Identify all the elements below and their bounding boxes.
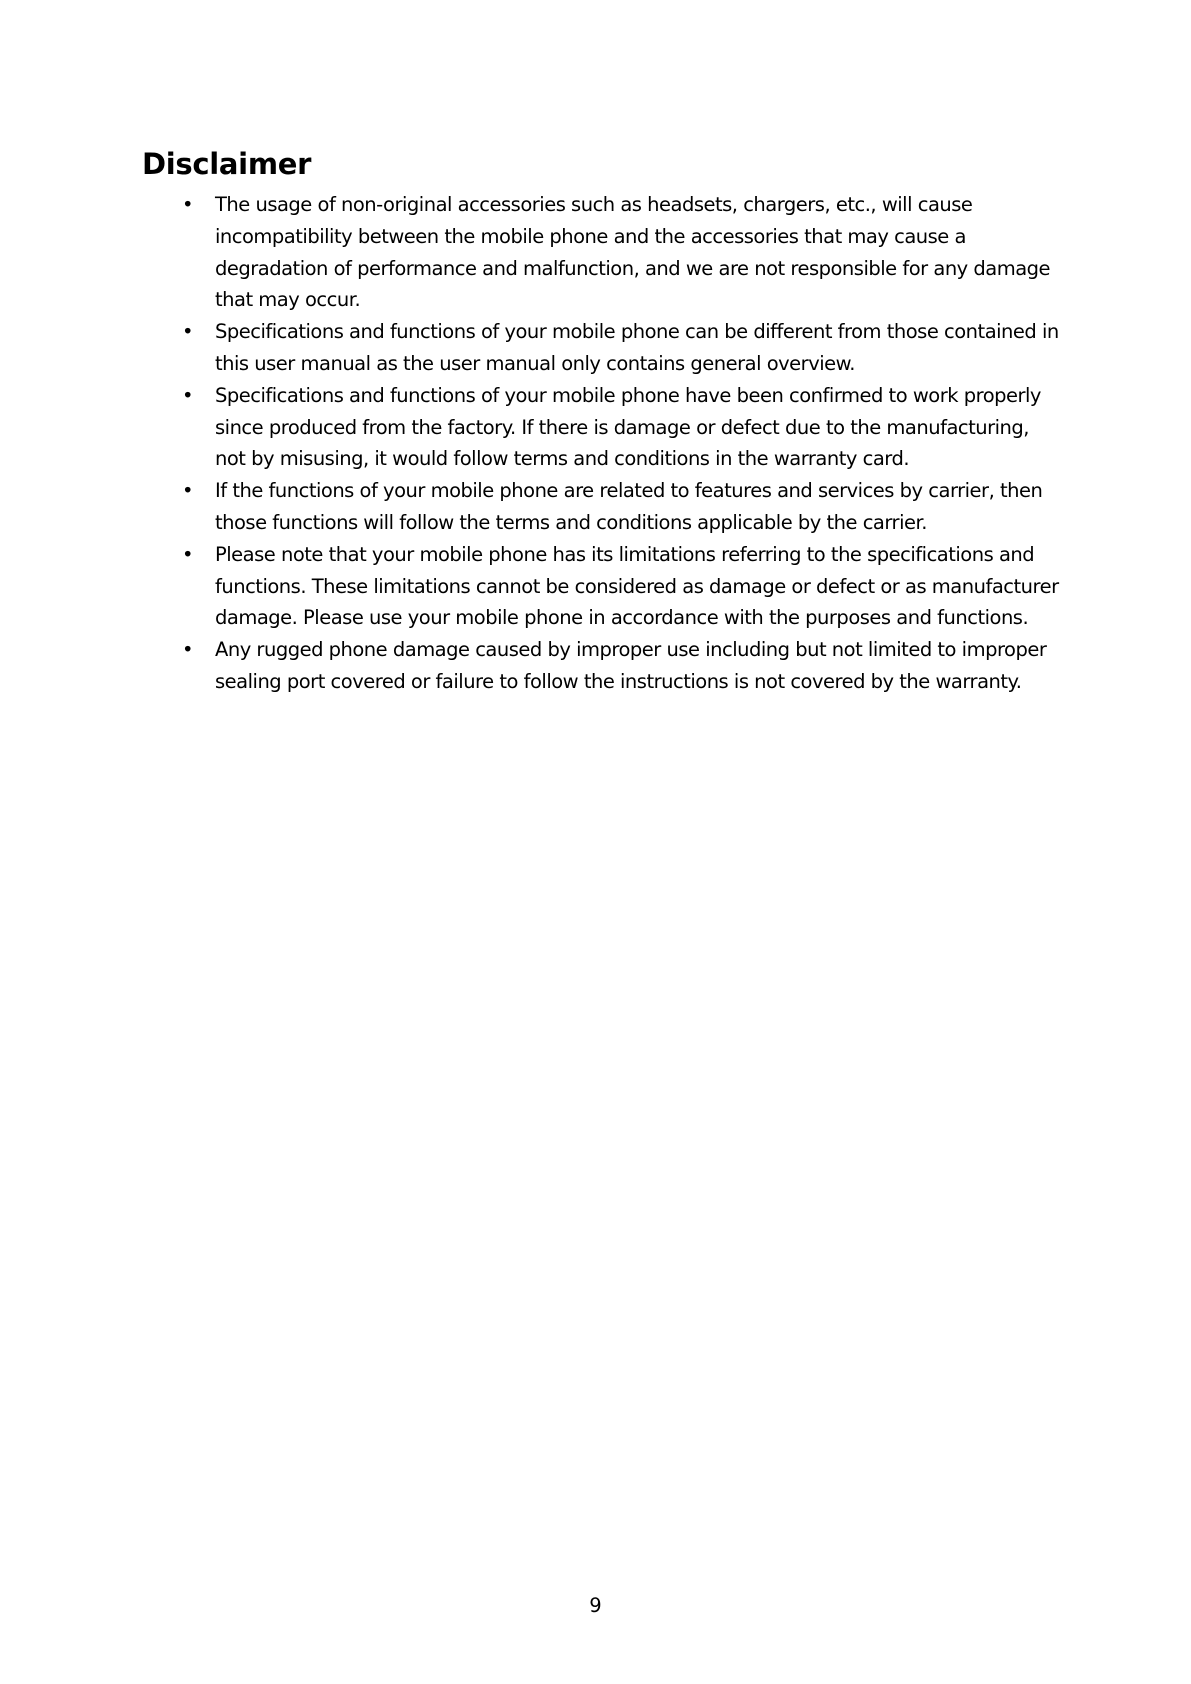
disclaimer-list: [142, 189, 1062, 698]
list-item-text: The usage of non-original accessories such as headsets, chargers, etc., will cause incompatibility between the mobile phone and the accessories that may cause a degradation of performance and malfunction, and we are not responsible for any damage that may occur.: [215, 193, 1051, 312]
list-item-text: Please note that your mobile phone has its limitations referring to the specifications and functions. These limitations cannot be considered as damage or defect or as manufacturer damage. Please use your mobile phone in accordance with the purposes and functions.: [215, 542, 1059, 630]
bullet-icon: •: [182, 193, 194, 216]
page-number: 9: [589, 1594, 602, 1617]
list-item-text: Any rugged phone damage caused by improper use including but not limited to improper sealing port covered or failure to follow the instructions is not covered by the warranty.: [215, 638, 1047, 693]
list-item: [142, 475, 1062, 539]
bullet-icon: •: [182, 542, 194, 566]
list-item: [142, 539, 1062, 634]
list-item: [142, 380, 1062, 475]
bullet-icon: •: [182, 320, 194, 344]
bullet-icon: •: [182, 479, 194, 503]
list-item-text: Specifications and functions of your mobile phone can be different from those contained in this user manual as the user manual only contains general overview.: [215, 320, 1059, 375]
list-item-text: If the functions of your mobile phone are related to features and services by carrier, then those functions will follow the terms and conditions applicable by the carrier.: [215, 479, 1043, 534]
list-item: [142, 189, 1062, 316]
bullet-icon: •: [182, 383, 194, 407]
page-heading: Disclaimer: [142, 147, 312, 181]
bullet-icon: •: [182, 638, 194, 662]
list-item: [142, 316, 1062, 380]
list-item: [142, 634, 1062, 698]
list-item-text: Specifications and functions of your mobile phone have been confirmed to work properly since produced from the factory. If there is damage or defect due to the manufacturing, not by misusing, it would follow terms and conditions in the warranty card.: [215, 383, 1041, 471]
